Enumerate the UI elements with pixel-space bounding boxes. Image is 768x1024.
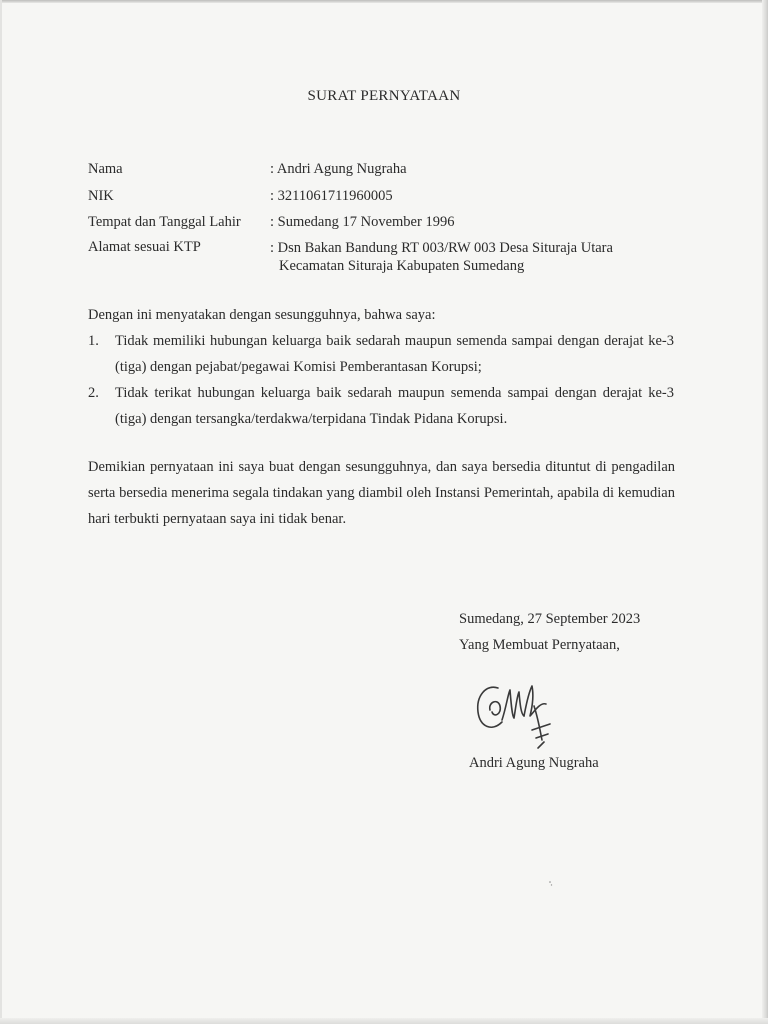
- field-value-alamat-line2: Kecamatan Situraja Kabupaten Sumedang: [279, 258, 525, 274]
- scan-edge-bottom: [0, 1018, 768, 1024]
- field-label-alamat: Alamat sesuai KTP: [88, 239, 201, 255]
- signatory-name: Andri Agung Nugraha: [469, 755, 599, 771]
- field-value-ttl: : Sumedang 17 November 1996: [270, 214, 455, 230]
- field-value-nik: : 3211061711960005: [270, 188, 393, 204]
- document-title: SURAT PERNYATAAN: [307, 88, 461, 104]
- field-label-ttl: Tempat dan Tanggal Lahir: [88, 214, 241, 230]
- scan-edge-right: [762, 0, 768, 1024]
- intro-text: Dengan ini menyatakan dengan sesungguhnya, bahwa saya:: [88, 307, 436, 323]
- statement-1-number: 1.: [88, 333, 99, 349]
- closing-paragraph: Demikian pernyataan ini saya buat dengan sesungguhnya, dan saya bersedia dituntut di pengadilan serta bersedia menerima segala tindakan yang diambil oleh Instansi Pemerintah, apabila di kemudian hari terbukti pernyataan saya ini tidak benar.: [88, 459, 675, 527]
- signature-role: Yang Membuat Pernyataan,: [459, 637, 620, 653]
- scan-edge-left: [0, 0, 2, 1024]
- field-label-nik: NIK: [88, 188, 114, 204]
- statement-2-text: Tidak terikat hubungan keluarga baik sedarah maupun semenda sampai dengan derajat ke-3 (tiga) dengan tersangka/terdakwa/terpidana Tindak Pidana Korupsi.: [115, 385, 674, 427]
- scan-edge-top: [0, 0, 768, 3]
- field-label-nama: Nama: [88, 161, 123, 177]
- statement-1-text: Tidak memiliki hubungan keluarga baik sedarah maupun semenda sampai dengan derajat ke-3 (tiga) dengan pejabat/pegawai Komisi Pemberantasan Korupsi;: [115, 333, 674, 375]
- signature-place-date: Sumedang, 27 September 2023: [459, 611, 641, 627]
- statement-2-number: 2.: [88, 385, 99, 401]
- scan-speck: [548, 880, 554, 888]
- field-value-nama: : Andri Agung Nugraha: [270, 161, 407, 177]
- field-value-alamat: : Dsn Bakan Bandung RT 003/RW 003 Desa Situraja Utara: [270, 240, 613, 256]
- handwritten-signature: [468, 672, 568, 752]
